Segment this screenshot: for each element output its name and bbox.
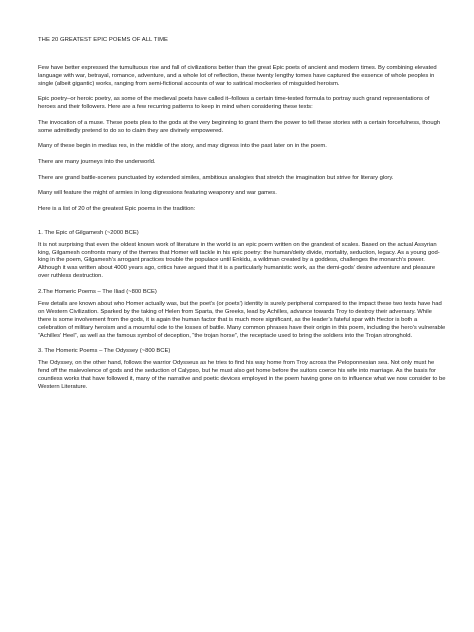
section-body-gilgamesh: It is not surprising that even the oldest known work of literature in the world is an epic poem written on the grandest of scales. Based on the actual Assyrian king, Gilgamesh confronts many of the themes that Homer will tackle in his epic poetry: the human/deity divide, mortality, seduction, legacy. As a young god-king in the poem, Gilgamesh’s arrogant practices trouble the populace until Enkidu, a wildman created by a goddess, challenges the monarch’s power. Although it was written about 4000 years ago, critics have argued that it is a particularly humanistic work, as the demi-gods’ desire adventure and pleasure over ruthless destruction. — [38, 241, 440, 280]
pattern-in-medias-res: Many of these begin in medias res, in the middle of the story, and may digress into the past later on in the poem. — [38, 143, 327, 150]
section-body-iliad: Few details are known about who Homer actually was, but the poet’s (or poets’) identity is surely peripheral compared to the impact these two texts have had on Western Civilization. Sparked by the taking of Helen from Sparta, the Greeks, lead by Achilles, advance towards Troy to destroy their adversary. While there is some involvement from the gods, it is again the human factor that is much more significant, as the leader’s fateful spar with Hector is both a celebration of military heroism and a mournful ode to the losses of battle. Many common phrases have their origin in this poem, including the hero’s vulnerable “Achilles’ Heel”, as well as the famous symbol of deception, “the trojan horse”, the receptacle used to bring the soldiers into the Trojan stronghold. — [38, 300, 446, 339]
section-heading-odyssey: 3. The Homeric Poems – The Odyssey (~800 BCE) — [38, 348, 171, 355]
pattern-invocation: The invocation of a muse. These poets plea to the gods at the very beginning to grant them the power to tell these stories with a certain forcefulness, though some admittedly pretend to do so to claim they are divinely empowered. — [38, 119, 441, 134]
section-body-odyssey: The Odyssey, on the other hand, follows the warrior Odysseus as he tries to find his way home from Troy across the Peloponnesian sea. Not only must he fend off the malevolence of gods and the seduction of Calypso, but he must also get home before the suitors coerce his wife into marriage. As the basis for countless works that have followed it, many of the narrative and poetic devices employed in the poem having gone on to influence what we now consider to be Western Literature. — [38, 360, 446, 391]
document-page — [38, 36, 446, 400]
intro-paragraph: Few have better expressed the tumultuous rise and fall of civilizations better than the great Epic poets of ancient and modern times. By combining elevated language with war, betrayal, romance, adventure, and a whole lot of reflection, these twenty lengthy tomes have captured the essence of whole peoples in single (albeit gigantic) works, ranging from semi-fictional accounts of war to satirical mockeries of misguided heroism. — [38, 65, 437, 87]
section-heading-gilgamesh: 1. The Epic of Gilgamesh (~2000 BCE) — [38, 229, 139, 236]
section-heading-iliad: 2.The Homeric Poems – The Iliad (~800 BCE) — [38, 288, 157, 295]
pattern-armies: Many will feature the might of armies in long digressions featuring weaponry and war games. — [38, 190, 277, 197]
pattern-battle-scenes: There are grand battle-scenes punctuated by extended similes, ambitious analogies that stretch the imagination but strive for literary glory. — [38, 174, 394, 181]
epic-definition-paragraph: Epic poetry–or heroic poetry, as some of the medieval poets have called it–follows a certain time-tested formula to portray such grand representations of heroes and their followers. Here are a few recurring patterns to keep in mind when considering these texts: — [38, 96, 430, 111]
list-intro: Here is a list of 20 of the greatest Epic poems in the tradition: — [38, 205, 196, 212]
pattern-underworld: There are many journeys into the underworld. — [38, 159, 156, 165]
document-title: THE 20 GREATEST EPIC POEMS OF ALL TIME — [38, 37, 168, 43]
